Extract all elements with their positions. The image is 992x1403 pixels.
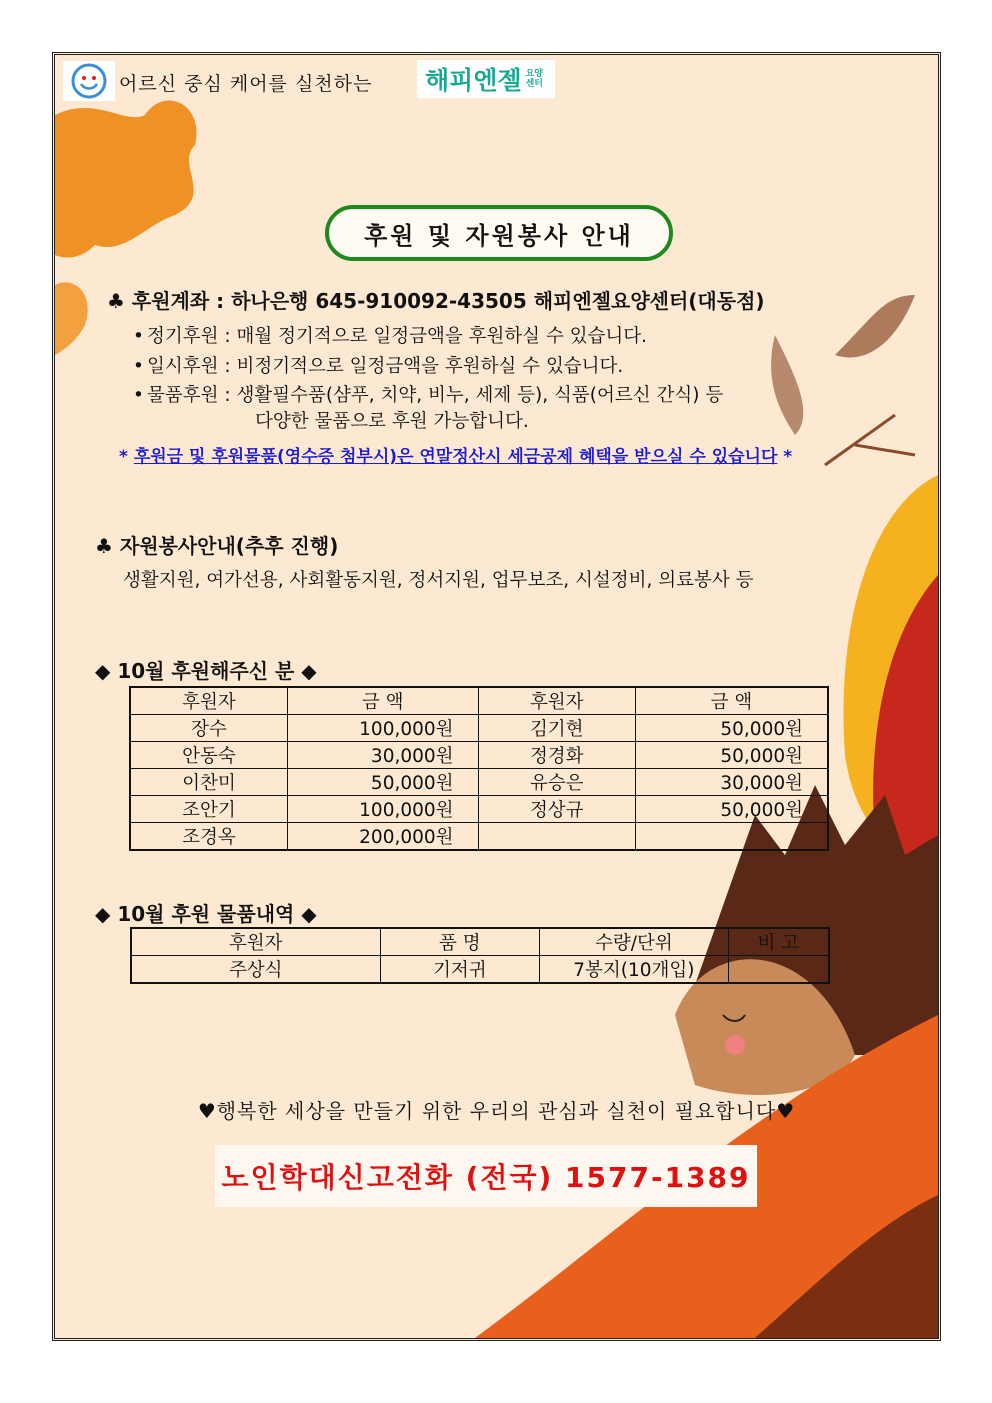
table-header-row: [130, 687, 828, 715]
note-text: 후원금 및 후원물품(영수증 첨부시)은 연말정산시 세금공제 혜택을 받으실 수 있습니다: [133, 447, 778, 467]
page-title: 후원 및 자원봉사 안내: [325, 205, 673, 261]
donor-name: [478, 823, 635, 851]
bullet-one-time-donation: [133, 352, 623, 378]
donor-amount: 100,000원: [287, 796, 478, 823]
bullet-dot-icon: •: [133, 385, 144, 406]
goods-quantity: 7봉지(10개입): [540, 956, 729, 984]
brand-sub-line-2: 센터: [525, 79, 543, 89]
donor-name: 장수: [130, 715, 287, 742]
donor-name: 조안기: [130, 796, 287, 823]
volunteer-text: 생활지원, 여가선용, 사회활동지원, 정서지원, 업무보조, 시설정비, 의료봉사 등: [123, 570, 754, 591]
donor-amount: 30,000원: [635, 769, 828, 796]
center-logo: [63, 61, 115, 101]
brand-logo: [417, 60, 555, 98]
note-suffix: *: [777, 447, 793, 467]
donor-amount: 50,000원: [635, 742, 828, 769]
donor-name: 김기현: [478, 715, 635, 742]
header-cell: 수량/단위: [540, 928, 729, 956]
donor-name: 안동숙: [130, 742, 287, 769]
bullet-dot-icon: •: [133, 326, 144, 347]
brown-leaf-decoration: [835, 295, 915, 358]
donor-name: 이찬미: [130, 769, 287, 796]
brand-sub: [526, 69, 543, 89]
donor-name: 정상규: [478, 796, 635, 823]
brand-sub-line-1: 요양: [525, 69, 543, 79]
bullet-text: 정기후원 : 매월 정기적으로 일정금액을 후원하실 수 있습니다.: [147, 326, 648, 347]
bullet-text: 물품후원 : 생활필수품(샴푸, 치약, 비누, 세제 등), 식품(어르신 간식) 등: [147, 385, 724, 406]
smile-logo-icon: [71, 63, 107, 99]
table-row: [130, 769, 828, 796]
goods-donor: 주상식: [131, 956, 380, 984]
table-row: [130, 715, 828, 742]
table-row: [130, 796, 828, 823]
header-cell: 후원자: [130, 687, 287, 715]
header-tagline: 어르신 중심 케어를 실천하는: [119, 73, 373, 95]
donation-account-line: ♣ 후원계좌 : 하나은행 645-910092-43505 해피엔젤요양센터(대동점): [107, 289, 765, 313]
brown-leaf-decoration-2: [771, 335, 803, 435]
table-row: [131, 956, 829, 984]
bullet-goods-donation: [133, 381, 723, 407]
bullet-continuation: 다양한 물품으로 후원 가능합니다.: [255, 411, 529, 432]
maple-leaf-decoration: [55, 101, 197, 258]
donor-amount: 30,000원: [287, 742, 478, 769]
donor-amount: 50,000원: [635, 796, 828, 823]
table-header-row: [131, 928, 829, 956]
donors-heading: ◆ 10월 후원해주신 분 ◆: [95, 659, 317, 683]
tax-deduction-note: [119, 442, 792, 467]
header-cell: 후원자: [131, 928, 380, 956]
donor-amount: 50,000원: [635, 715, 828, 742]
table-row: [130, 742, 828, 769]
header-cell: 비 고: [728, 928, 829, 956]
donor-name: 유승은: [478, 769, 635, 796]
hedgehog-cheek-decoration: [725, 1035, 745, 1055]
bullet-regular-donation: [133, 322, 647, 348]
donor-amount: 200,000원: [287, 823, 478, 851]
note-prefix: *: [119, 447, 134, 467]
page-frame: [52, 52, 941, 1341]
table-row: [130, 823, 828, 851]
donor-amount: 100,000원: [287, 715, 478, 742]
donor-amount: 50,000원: [287, 769, 478, 796]
maple-leaf-small-decoration: [55, 282, 88, 355]
brand-name: 해피엔젤: [425, 66, 522, 95]
bullet-dot-icon: •: [133, 356, 144, 377]
donor-name: 조경옥: [130, 823, 287, 851]
closing-message: ♥행복한 세상을 만들기 위한 우리의 관심과 실천이 필요합니다♥: [197, 1099, 796, 1123]
header-cell: 금 액: [287, 687, 478, 715]
header-cell: 후원자: [478, 687, 635, 715]
brown-twig-decoration: [825, 415, 915, 465]
goods-table: [130, 927, 830, 984]
volunteer-heading: ♣ 자원봉사안내(추후 진행): [95, 534, 339, 558]
goods-remarks: [728, 956, 829, 984]
donors-table: [129, 686, 829, 851]
elder-abuse-hotline: 노인학대신고전화 (전국) 1577-1389: [215, 1145, 757, 1207]
header-cell: 금 액: [635, 687, 828, 715]
bullet-text: 일시후원 : 비정기적으로 일정금액을 후원하실 수 있습니다.: [147, 356, 624, 377]
donor-name: 정경화: [478, 742, 635, 769]
header-cell: 품 명: [380, 928, 540, 956]
donor-amount: [635, 823, 828, 851]
goods-heading: ◆ 10월 후원 물품내역 ◆: [95, 902, 317, 926]
goods-item: 기저귀: [380, 956, 540, 984]
